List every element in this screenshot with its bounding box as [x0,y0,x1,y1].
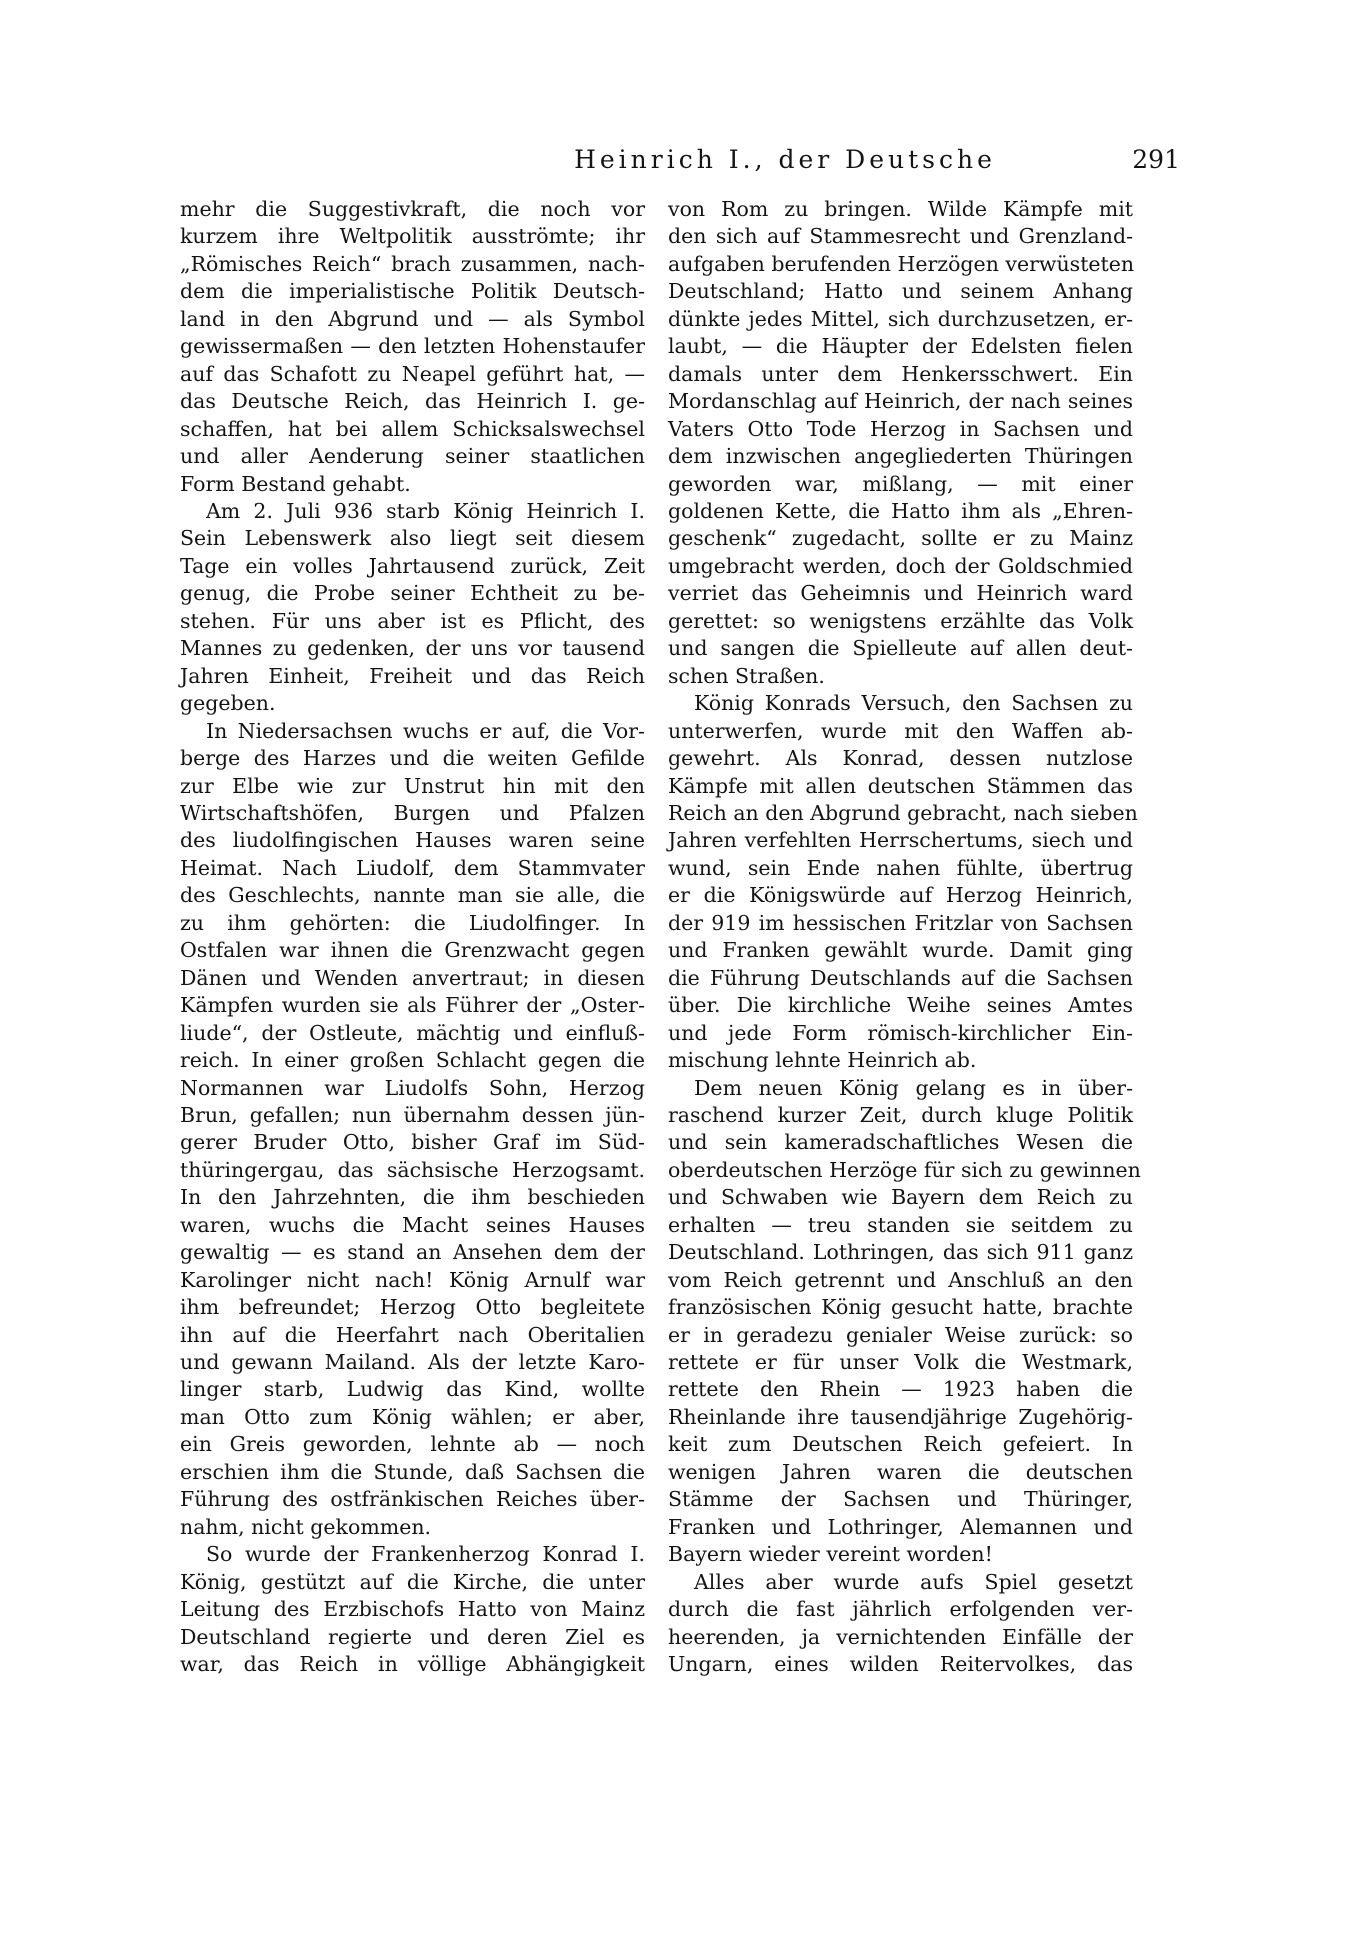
text-line: Normannen war Liudolfs Sohn, Herzog [180,1075,645,1100]
text-line: dem die imperialistische Politik Deutsch- [180,279,645,304]
text-line: Vaters Otto Tode Herzog in Sachsen und [668,416,1133,441]
text-line: gewehrt. Als Konrad, dessen nutzlose [668,746,1133,771]
text-line: geworden war, mißlang, — mit einer [668,471,1133,496]
text-line: rettete er für unser Volk die Westmark, [668,1350,1133,1375]
text-line: Ungarn, eines wilden Reitervolkes, das [668,1652,1133,1677]
text-line: und sein kameradschaftliches Wesen die [668,1130,1133,1155]
text-line: Deutschland regierte und deren Ziel es [180,1624,645,1649]
text-line: und sangen die Spielleute auf allen deut- [668,636,1133,661]
text-line: „Römisches Reich“ brach zusammen, nach- [180,251,645,276]
text-line: kurzem ihre Weltpolitik ausströmte; ihr [180,224,645,249]
text-line: land in den Abgrund und — als Symbol [180,306,645,331]
text-line: Am 2. Juli 936 starb König Heinrich I. [206,498,645,523]
text-line: reich. In einer großen Schlacht gegen die [180,1048,645,1073]
text-line: dem inzwischen angegliederten Thüringen [668,444,1133,469]
text-line: linger starb, Ludwig das Kind, wollte [180,1377,645,1402]
text-line: von Rom zu bringen. Wilde Kämpfe mit [668,197,1133,221]
text-line: gerer Bruder Otto, bisher Graf im Süd- [180,1130,645,1155]
text-line: In den Jahrzehnten, die ihm beschieden [180,1185,645,1210]
text-line: Form Bestand gehabt. [180,471,411,496]
text-line: Heimat. Nach Liudolf, dem Stammvater [180,855,645,880]
text-line: über. Die kirchliche Weihe seines Amtes [668,993,1133,1018]
text-line: König, gestützt auf die Kirche, die unter [180,1569,645,1594]
text-line: vom Reich getrennt und Anschluß an den [668,1267,1133,1292]
text-line: Mordanschlag auf Heinrich, der nach seines [668,389,1133,414]
text-line: Leitung des Erzbischofs Hatto von Mainz [180,1597,645,1622]
text-line: schen Straßen. [668,663,825,688]
text-line: Kämpfen wurden sie als Führer der „Oster- [180,993,645,1018]
text-line: und jede Form römisch-kirchlicher Ein- [668,1020,1133,1045]
text-line: goldenen Kette, die Hatto ihm als „Ehren- [668,498,1133,523]
text-line: er die Königswürde auf Herzog Heinrich, [668,883,1133,908]
text-line: Sein Lebenswerk also liegt seit diesem [180,526,645,551]
text-line: umgebracht werden, doch der Goldschmied [668,553,1133,578]
text-line: berge des Harzes und die weiten Gefilde [180,746,645,771]
text-line: In Niedersachsen wuchs er auf, die Vor- [206,718,645,743]
text-line: ein Greis geworden, lehnte ab — noch [180,1432,645,1457]
text-line: man Otto zum König wählen; er aber, [180,1404,645,1429]
text-line: damals unter dem Henkersschwert. Ein [668,361,1133,386]
text-line: Rheinlande ihre tausendjährige Zugehörig- [668,1404,1133,1429]
text-line: rettete den Rhein — 1923 haben die [668,1377,1133,1402]
text-line: Alles aber wurde aufs Spiel gesetzt [694,1569,1133,1594]
text-line: mischung lehnte Heinrich ab. [668,1048,977,1073]
text-line: So wurde der Frankenherzog Konrad I. [206,1542,645,1567]
text-line: stehen. Für uns aber ist es Pflicht, des [180,608,645,633]
text-line: Brun, gefallen; nun übernahm dessen jün- [180,1102,645,1127]
text-line: Franken und Lothringer, Alemannen und [668,1514,1133,1539]
text-line: gerettet: so wenigstens erzählte das Volk [668,608,1133,633]
text-line: französischen König gesucht hatte, brachte [668,1295,1133,1320]
text-line: laubt, — die Häupter der Edelsten fielen [668,334,1133,359]
text-line: Stämme der Sachsen und Thüringer, [668,1487,1133,1512]
text-line: Tage ein volles Jahrtausend zurück, Zeit [180,553,645,578]
text-line: Karolinger nicht nach! König Arnulf war [180,1267,645,1292]
text-line: Deutschland. Lothringen, das sich 911 ganz [668,1240,1133,1265]
text-line: verriet das Geheimnis und Heinrich ward [668,581,1133,606]
text-line: König Konrads Versuch, den Sachsen zu [694,691,1133,716]
text-line: waren, wuchs die Macht seines Hauses [180,1212,645,1237]
text-line: erhalten — treu standen sie seitdem zu [668,1212,1133,1237]
text-line: liude“, der Ostleute, mächtig und einfluß- [180,1020,645,1045]
text-line: Reich an den Abgrund gebracht, nach sieben [668,800,1138,825]
text-line: zu ihm gehörten: die Liudolfinger. In [180,910,645,935]
text-line: und gewann Mailand. Als der letzte Karo- [180,1350,645,1375]
text-line: Jahren verfehlten Herrschertums, siech und [668,828,1133,853]
text-line: das Deutsche Reich, das Heinrich I. ge- [180,389,645,414]
text-line: auf das Schafott zu Neapel geführt hat, — [180,361,645,386]
text-line: oberdeutschen Herzöge für sich zu gewinnen [668,1157,1141,1182]
text-line: war, das Reich in völlige Abhängigkeit [180,1652,645,1677]
right-column [668,196,1141,1678]
text-line: Dänen und Wenden anvertraut; in diesen [180,965,645,990]
text-line: erschien ihm die Stunde, daß Sachsen die [180,1459,645,1484]
left-column [180,196,645,1678]
text-line: Wirtschaftshöfen, Burgen und Pfalzen [180,800,645,825]
page-number: 291 [1132,145,1180,174]
text-line: gegeben. [180,691,276,716]
text-line: thüringergau, das sächsische Herzogsamt. [180,1157,645,1182]
text-line: heerenden, ja vernichtenden Einfälle der [668,1624,1133,1649]
text-line: durch die fast jährlich erfolgenden ver- [668,1597,1133,1622]
text-line: Jahren Einheit, Freiheit und das Reich [180,663,645,688]
text-line: des liudolfingischen Hauses waren seine [180,828,645,853]
running-header: Heinrich I., der Deutsche [574,145,996,174]
text-line: er in geradezu genialer Weise zurück: so [668,1322,1133,1347]
text-line: die Führung Deutschlands auf die Sachsen [668,965,1133,990]
text-line: dünkte jedes Mittel, sich durchzusetzen, er- [668,306,1133,331]
text-line: genug, die Probe seiner Echtheit zu be- [180,581,645,606]
text-line: und Franken gewählt wurde. Damit ging [668,938,1133,963]
text-line: Führung des ostfränkischen Reiches über- [180,1487,645,1512]
text-line: Kämpfe mit allen deutschen Stämmen das [668,773,1133,798]
text-line: geschenk“ zugedacht, sollte er zu Mainz [668,526,1133,551]
text-line: des Geschlechts, nannte man sie alle, die [180,883,645,908]
text-line: mehr die Suggestivkraft, die noch vor [180,197,645,221]
text-line: und aller Aenderung seiner staatlichen [180,444,645,469]
text-line: nahm, nicht gekommen. [180,1514,432,1539]
text-line: ihm befreundet; Herzog Otto begleitete [180,1295,645,1320]
text-line: Mannes zu gedenken, der uns vor tausend [180,636,645,661]
text-line: wenigen Jahren waren die deutschen [668,1459,1133,1484]
text-line: Deutschland; Hatto und seinem Anhang [668,279,1133,304]
text-line: schaffen, hat bei allem Schicksalswechsel [180,416,645,441]
text-line: gewissermaßen — den letzten Hohenstaufer [180,334,645,359]
text-line: Bayern wieder vereint worden! [668,1542,993,1567]
text-line: zur Elbe wie zur Unstrut hin mit den [180,773,645,798]
text-line: gewaltig — es stand an Ansehen dem der [180,1240,645,1265]
text-line: unterwerfen, wurde mit den Waffen ab- [668,718,1133,743]
text-line: und Schwaben wie Bayern dem Reich zu [668,1185,1133,1210]
text-line: keit zum Deutschen Reich gefeiert. In [668,1432,1133,1457]
text-line: den sich auf Stammesrecht und Grenzland- [668,224,1133,249]
text-line: aufgaben berufenden Herzögen verwüsteten [668,251,1135,276]
text-line: Ostfalen war ihnen die Grenzwacht gegen [180,938,645,963]
text-line: wund, sein Ende nahen fühlte, übertrug [668,855,1133,880]
text-line: ihn auf die Heerfahrt nach Oberitalien [180,1322,645,1347]
text-line: Dem neuen König gelang es in über- [694,1075,1133,1100]
text-line: der 919 im hessischen Fritzlar von Sachsen [668,910,1133,935]
text-line: raschend kurzer Zeit, durch kluge Politik [668,1102,1133,1127]
